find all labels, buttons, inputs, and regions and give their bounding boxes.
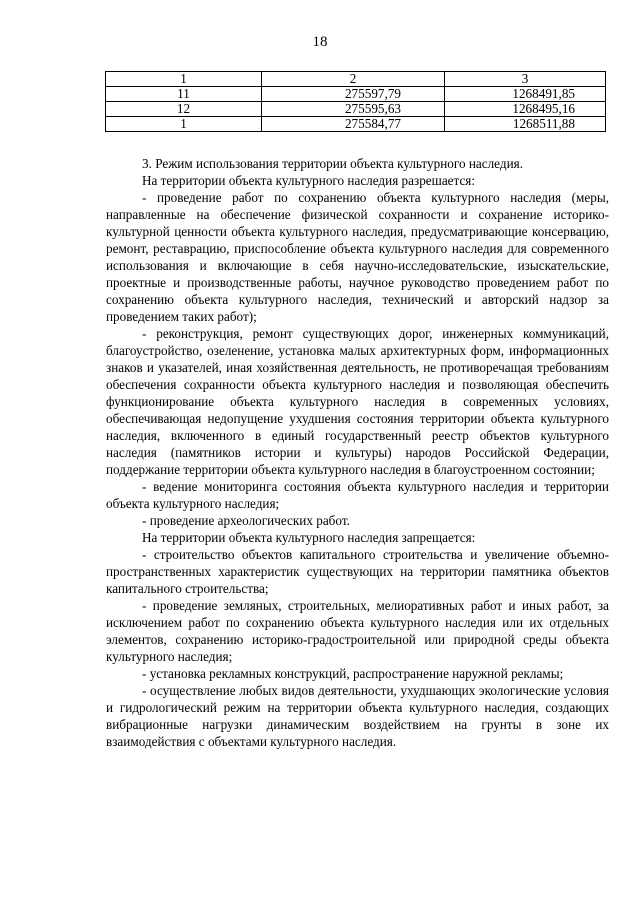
y-coordinate-cell: 1268511,88 (445, 117, 606, 132)
point-number-cell: 12 (106, 102, 262, 117)
table-header-row (106, 72, 606, 87)
y-coordinate-cell: 1268491,85 (445, 87, 606, 102)
x-coordinate-cell: 275595,63 (262, 102, 445, 117)
prohibited-item: - строительство объектов капитального строительства и увеличение объемно-пространственных характеристик существующих на территории памятника объектов капитального строительства; (106, 547, 609, 596)
table-header-cell: 3 (445, 72, 606, 87)
permitted-item: - проведение работ по сохранению объекта культурного наследия (меры, направленные на обеспечение физической сохранности и сохранение историко-культурной ценности объекта культурного наследия, предусматривающие консервацию, ремонт, реставрацию, приспособление объекта культурного наследия для современного использования и включающие в себя научно-исследовательские, изыскательские, проектные и производственные работы, научное руководство проведением работ по сохранению объекта культурного наследия, технический и авторский надзор за проведением таких работ); (106, 190, 609, 324)
x-coordinate-cell: 275597,79 (262, 87, 445, 102)
page-number: 18 (312, 34, 328, 50)
coordinates-table (105, 71, 606, 132)
y-coordinate-cell: 1268495,16 (445, 102, 606, 117)
body-text (106, 155, 609, 750)
permitted-item: - реконструкция, ремонт существующих дорог, инженерных коммуникаций, благоустройство, озеленение, установка малых архитектурных форм, информационных знаков и указателей, иная хозяйственная деятельность, не противоречащая требованиям обеспечения сохранности объекта культурного наследия и позволяющая обеспечить функционирование объекта культурного наследия в современных условиях, обеспечивающая недопущение ухудшения состояния территории объекта культурного наследия, включенного в единый государственный реестр объектов культурного наследия (памятников истории и культуры) народов Российской Федерации, поддержание территории объекта культурного наследия в благоустроенном состоянии; (106, 326, 609, 477)
point-number-cell: 11 (106, 87, 262, 102)
prohibited-item: - осуществление любых видов деятельности, ухудшающих экологические условия и гидрологический режим на территории объекта культурного наследия, создающих вибрационные нагрузки динамическим воздействием на грунты в зоне их взаимодействия с объектами культурного наследия. (106, 683, 609, 749)
x-coordinate-cell: 275584,77 (262, 117, 445, 132)
table-row (106, 102, 606, 117)
prohibited-intro: На территории объекта культурного наследия запрещается: (142, 530, 476, 545)
table-row (106, 117, 606, 132)
table-row (106, 87, 606, 102)
table-header-cell: 2 (262, 72, 445, 87)
permitted-item: - проведение археологических работ. (142, 513, 350, 528)
permitted-item: - ведение мониторинга состояния объекта культурного наследия и территории объекта культурного наследия; (106, 479, 609, 511)
prohibited-item: - проведение земляных, строительных, мелиоративных работ и иных работ, за исключением работ по сохранению объекта культурного наследия или их отдельных элементов, сохранению историко-градостроительной или природной среды объекта культурного наследия; (106, 598, 609, 664)
section-heading: 3. Режим использования территории объекта культурного наследия. (142, 156, 523, 171)
prohibited-item: - установка рекламных конструкций, распространение наружной рекламы; (142, 666, 564, 681)
permitted-intro: На территории объекта культурного наследия разрешается: (142, 173, 476, 188)
point-number-cell: 1 (106, 117, 262, 132)
table-header-cell: 1 (106, 72, 262, 87)
